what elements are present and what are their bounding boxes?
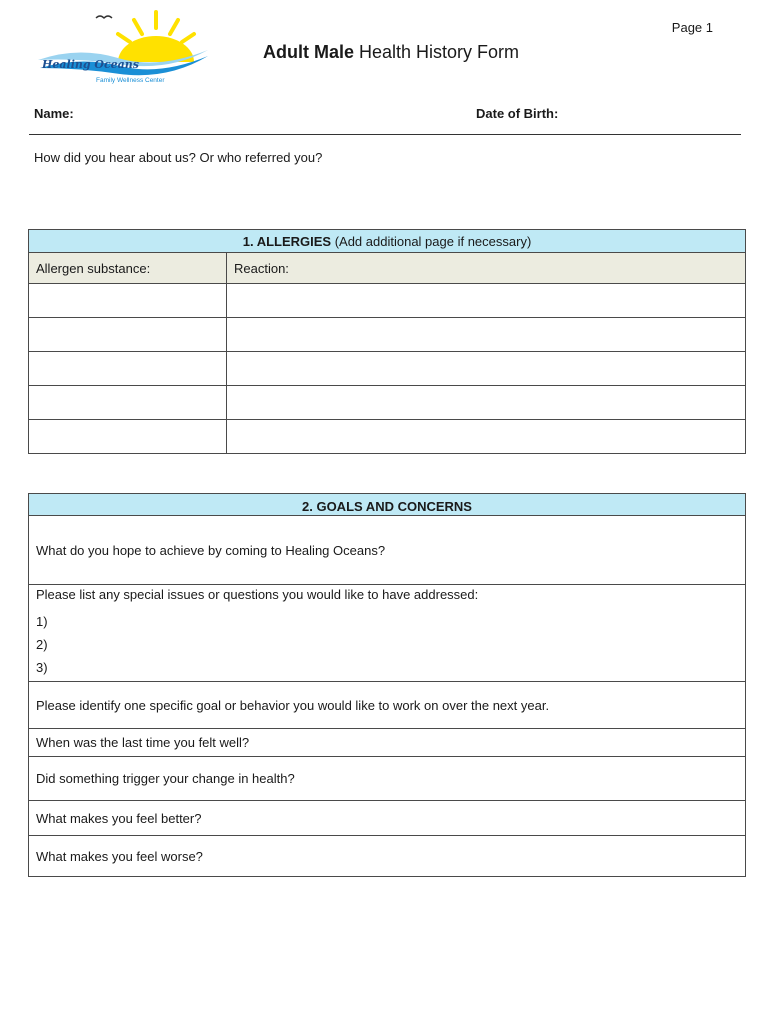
feel-worse-question[interactable]: What makes you feel worse? — [29, 836, 746, 877]
achieve-question[interactable]: What do you hope to achieve by coming to Healing Oceans? — [29, 516, 746, 585]
allergen-cell[interactable] — [29, 386, 227, 420]
allergen-cell[interactable] — [29, 318, 227, 352]
issues-question[interactable]: Please list any special issues or questions you would like to have addressed: 1) 2) 3) — [29, 585, 746, 682]
allergies-header: 1. ALLERGIES (Add additional page if necessary) — [29, 230, 746, 253]
allergen-cell[interactable] — [29, 352, 227, 386]
table-row — [29, 386, 746, 420]
logo-name: Healing Oceans — [42, 58, 139, 71]
goal-question[interactable]: Please identify one specific goal or behavior you would like to work on over the next year. — [29, 682, 746, 729]
table-row — [29, 318, 746, 352]
table-row — [29, 420, 746, 454]
last-well-question[interactable]: When was the last time you felt well? — [29, 729, 746, 757]
goals-header: 2. GOALS AND CONCERNS — [29, 494, 746, 516]
page-number: Page 1 — [671, 20, 713, 35]
feel-better-question[interactable]: What makes you feel better? — [29, 801, 746, 836]
name-label: Name: — [34, 106, 74, 121]
table-row — [29, 284, 746, 318]
reaction-cell[interactable] — [227, 420, 746, 454]
reaction-cell[interactable] — [227, 318, 746, 352]
issue-number: 3) — [36, 660, 48, 675]
healing-oceans-logo — [34, 8, 214, 88]
referral-question: How did you hear about us? Or who referred you? — [34, 150, 323, 165]
table-row — [29, 352, 746, 386]
reaction-cell[interactable] — [227, 386, 746, 420]
reaction-column-header: Reaction: — [227, 253, 746, 284]
allergen-cell[interactable] — [29, 284, 227, 318]
issue-number: 1) — [36, 614, 48, 629]
allergen-column-header: Allergen substance: — [29, 253, 227, 284]
reaction-cell[interactable] — [227, 284, 746, 318]
reaction-cell[interactable] — [227, 352, 746, 386]
allergen-cell[interactable] — [29, 420, 227, 454]
trigger-question[interactable]: Did something trigger your change in health? — [29, 757, 746, 801]
logo-subtitle: Family Wellness Center — [96, 77, 165, 84]
title-rest: Health History Form — [354, 42, 520, 62]
page-title — [263, 42, 519, 63]
allergies-table — [28, 229, 746, 454]
goals-table — [28, 493, 746, 877]
divider — [29, 134, 741, 135]
title-bold: Adult Male — [263, 42, 355, 62]
bird-icon — [96, 16, 112, 18]
issue-number: 2) — [36, 637, 48, 652]
dob-label: Date of Birth: — [476, 106, 559, 121]
